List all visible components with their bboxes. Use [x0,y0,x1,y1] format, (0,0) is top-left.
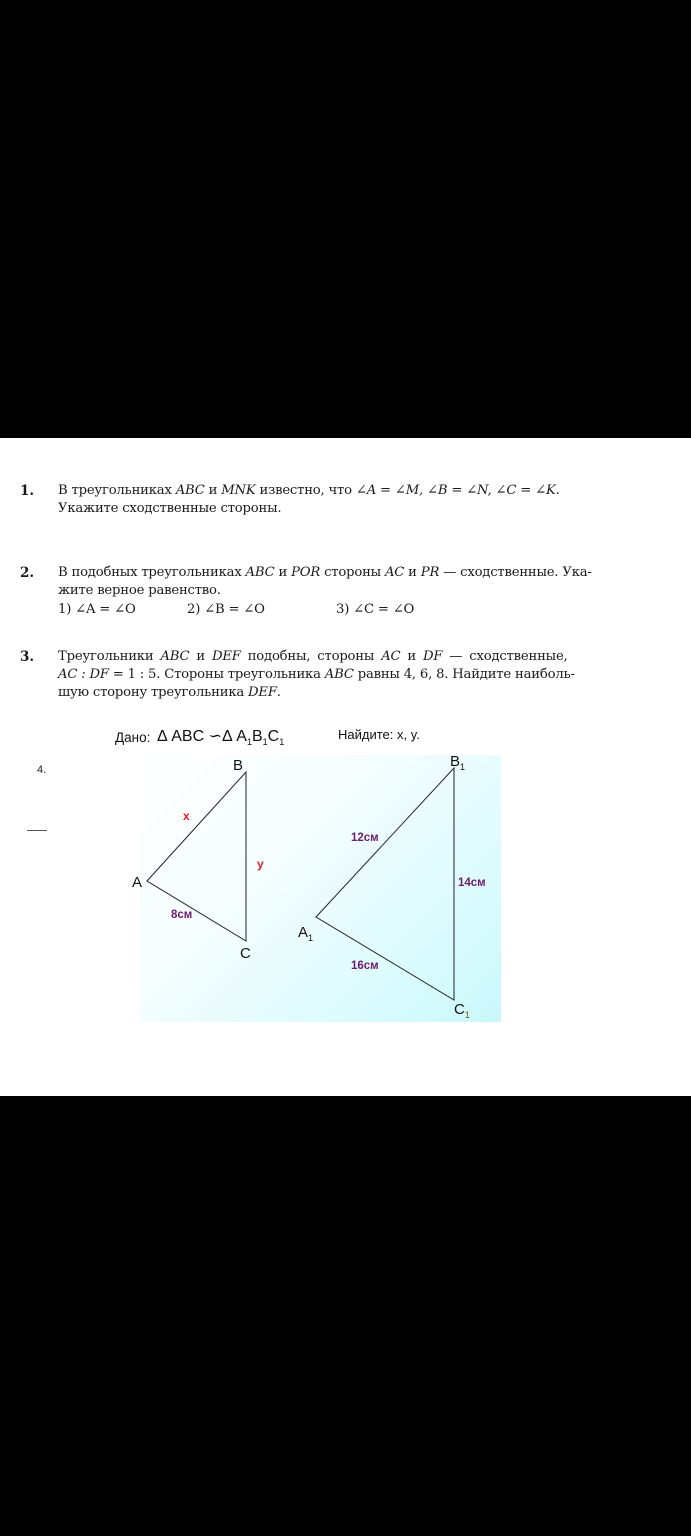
subscript: 1 [279,737,285,748]
text: Треугольники [58,649,161,664]
text: и [404,565,421,580]
math: ABC [245,565,275,580]
side-a1b1-label: 12см [351,832,379,844]
text: и [189,649,212,664]
similar-symbol: ∽ [208,728,223,745]
math: PR [420,565,440,580]
text: В треугольниках [58,483,176,498]
text: . [555,483,560,498]
vertex-a-label: A [132,874,143,891]
text: и [204,483,222,498]
text: равны 4, 6, 8. Найдите наиболь- [353,667,575,682]
vertex-c-label: C [240,945,251,962]
task-number: 4. [37,764,47,776]
math: AC [381,649,401,664]
option-2: 2) ∠B = ∠O [187,602,265,617]
vertex-c1-label: $C_1$ [454,1001,470,1020]
option-1: 1) ∠A = ∠O [58,602,136,617]
vertex: C [267,728,280,745]
text: Укажите сходственные стороны. [58,501,282,516]
text: шую сторону треугольника [58,685,249,700]
text: и [274,565,292,580]
worksheet-page [0,438,691,1096]
side-ab-label: x [183,809,190,823]
subscript: 1 [246,737,252,748]
delta-symbol: Δ [222,728,237,745]
text: = 1 : 5. Стороны треугольника [108,667,325,682]
side-ac-label: 8см [171,909,193,921]
math: ABC [175,483,205,498]
task-number: 2. [20,565,35,581]
text: стороны [320,565,385,580]
text: подобны, стороны [240,649,382,664]
text: — сходственные. Ука- [439,565,592,580]
math: AC : DF [58,667,109,682]
similar-triangles-figure [0,438,691,1096]
option-3: 3) ∠C = ∠O [336,602,415,617]
triangle-a1b1c1-shape [316,768,454,1000]
math: ABC [160,649,190,664]
math: DF [422,649,443,664]
vertex-a1-label: $A_1$ [298,924,314,943]
text: известно, что [255,483,356,498]
math: ABC [324,667,354,682]
text: и [400,649,423,664]
subscript: 1 [262,737,268,748]
side-a1c1-label: 16см [351,960,379,972]
side-b1c1-label: 14см [458,877,486,889]
side-bc-label: y [257,857,264,871]
task-number: 3. [20,649,35,665]
text: жите верное равенство. [58,583,221,598]
math: DEF [211,649,241,664]
given-label: Дано: [115,730,151,745]
math: AC [384,565,405,580]
task-number: 1. [20,483,35,499]
math: ∠A = ∠M, ∠B = ∠N, ∠C = ∠K [355,483,556,498]
text: В подобных треугольниках [58,565,246,580]
math: MNK [221,483,256,498]
vertex-b1-label: $B_1$ [450,753,466,772]
find-label: Найдите: x, y. [338,727,420,742]
vertex: B [251,728,263,745]
text: . [276,685,281,700]
vertex: A [236,728,247,745]
math: DEF [248,685,277,700]
triangle-abc: Δ ABC [157,728,205,745]
vertex-b-label: B [233,757,244,774]
triangle-abc-shape [147,772,246,941]
text: — сходственные, [442,649,568,664]
math: POR [291,565,321,580]
